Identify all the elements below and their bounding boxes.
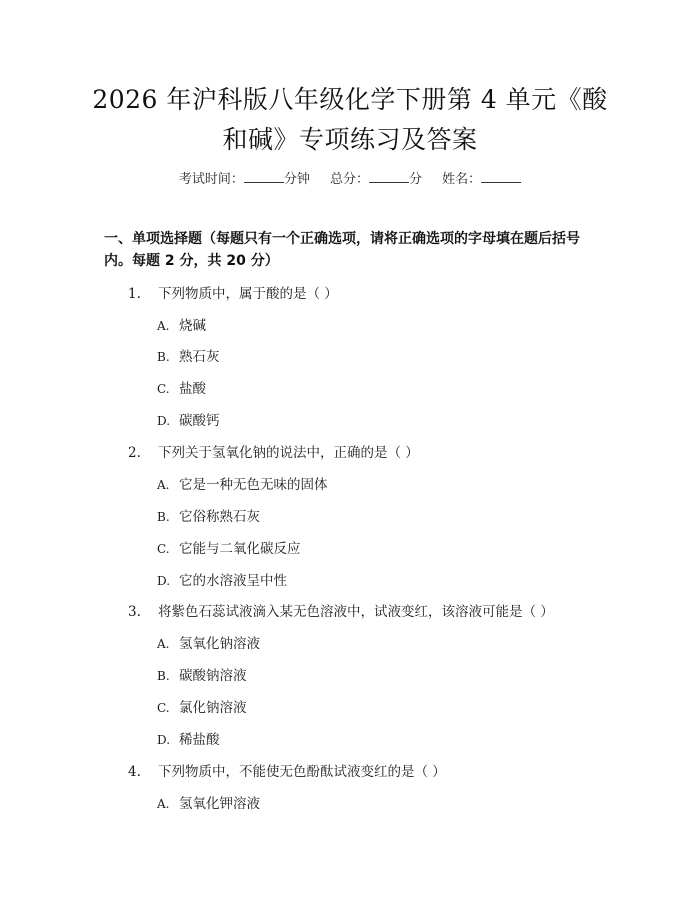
- question-text: 将紫色石蕊试液滴入某无色溶液中，试液变红，该溶液可能是（ ）: [158, 604, 554, 620]
- question-4: [128, 760, 608, 780]
- option-text: 氯化钠溶液: [179, 700, 247, 716]
- option-text: 碳酸钙: [179, 413, 220, 429]
- option-text: 它是一种无色无味的固体: [179, 477, 328, 493]
- option-text: 它能与二氧化碳反应: [179, 541, 301, 557]
- question-1: [128, 282, 608, 302]
- option-letter: A.: [157, 797, 170, 811]
- question-3: [128, 600, 608, 620]
- option-text: 氢氧化钠溶液: [179, 636, 260, 652]
- option-text: 烧碱: [179, 318, 206, 334]
- option-3d: [157, 728, 220, 748]
- total-score-unit: 分: [409, 172, 423, 187]
- option-letter: D.: [157, 414, 171, 428]
- option-letter: C.: [157, 382, 170, 396]
- option-2b: [157, 505, 260, 525]
- exam-meta: [0, 168, 700, 187]
- option-1d: [157, 409, 220, 429]
- total-score: [330, 172, 426, 187]
- option-text: 碳酸钠溶液: [179, 668, 247, 684]
- option-3b: [157, 664, 247, 684]
- option-letter: B.: [157, 350, 170, 364]
- option-text: 氢氧化钾溶液: [179, 796, 260, 812]
- option-letter: D.: [157, 733, 171, 747]
- student-name-blank: [481, 170, 521, 183]
- question-2: [128, 441, 608, 461]
- document-title: 2026 年沪科版八年级化学下册第 4 单元《酸和碱》专项练习及答案: [92, 85, 608, 154]
- option-text: 稀盐酸: [179, 732, 220, 748]
- student-name-label: 姓名：: [442, 172, 482, 187]
- option-letter: C.: [157, 542, 170, 556]
- question-number: 3.: [128, 604, 141, 620]
- option-2d: [157, 569, 287, 589]
- question-number: 1.: [128, 286, 141, 302]
- total-score-blank: [369, 170, 409, 183]
- option-2c: [157, 537, 301, 557]
- question-text: 下列物质中，不能使无色酚酞试液变红的是（ ）: [158, 764, 446, 780]
- question-number: 4.: [128, 764, 141, 780]
- option-2a: [157, 473, 328, 493]
- question-number: 2.: [128, 445, 141, 461]
- option-letter: B.: [157, 669, 170, 683]
- option-letter: A.: [157, 478, 170, 492]
- option-letter: C.: [157, 701, 170, 715]
- question-text: 下列关于氢氧化钠的说法中，正确的是（ ）: [158, 445, 419, 461]
- option-1b: [157, 345, 220, 365]
- exam-time-blank: [244, 170, 284, 183]
- option-1a: [157, 314, 206, 334]
- option-letter: D.: [157, 574, 171, 588]
- option-3c: [157, 696, 247, 716]
- option-3a: [157, 632, 260, 652]
- question-text: 下列物质中，属于酸的是（ ）: [158, 286, 338, 302]
- option-4a: [157, 792, 260, 812]
- exam-time-label: 考试时间：: [178, 172, 244, 187]
- option-1c: [157, 377, 206, 397]
- option-letter: A.: [157, 637, 170, 651]
- exam-time: [179, 172, 314, 187]
- option-text: 它的水溶液呈中性: [179, 573, 287, 589]
- option-letter: A.: [157, 319, 170, 333]
- exam-time-unit: 分钟: [283, 172, 310, 187]
- option-text: 它俗称熟石灰: [179, 509, 260, 525]
- section-heading: 一、单项选择题（每题只有一个正确选项，请将正确选项的字母填在题后括号内。每题 2 分，共 20 分）: [104, 231, 580, 269]
- option-text: 熟石灰: [179, 349, 220, 365]
- option-text: 盐酸: [179, 381, 206, 397]
- total-score-label: 总分：: [329, 172, 369, 187]
- option-letter: B.: [157, 510, 170, 524]
- student-name: [442, 172, 521, 187]
